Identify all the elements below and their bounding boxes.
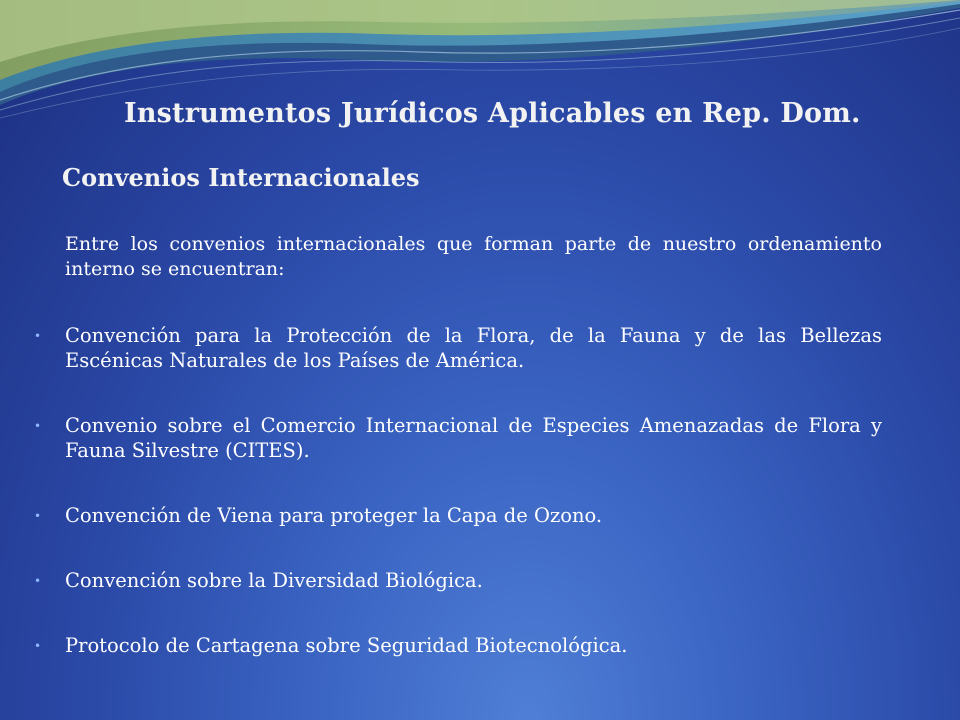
bullet-dot-icon: •	[34, 639, 42, 653]
slide-title: Instrumentos Jurídicos Aplicables en Rep. Dom.	[124, 98, 861, 129]
list-item	[34, 503, 882, 528]
list-item-text: Convenio sobre el Comercio Internacional de Especies Amenazadas de Flora y Fauna Silvestre (CITES).	[65, 414, 882, 462]
list-item	[34, 323, 882, 373]
slide-subtitle: Convenios Internacionales	[62, 163, 420, 192]
intro-paragraph: Entre los convenios internacionales que forman parte de nuestro ordenamiento interno se encuentran:	[65, 233, 882, 280]
bullet-dot-icon: •	[34, 329, 42, 343]
list-item	[34, 413, 882, 463]
list-item-text: Convención sobre la Diversidad Biológica.	[65, 569, 483, 592]
list-item	[34, 633, 882, 658]
list-item-text: Convención de Viena para proteger la Capa de Ozono.	[65, 504, 603, 527]
bullet-dot-icon: •	[34, 509, 42, 523]
list-item	[34, 568, 882, 593]
list-item-text: Protocolo de Cartagena sobre Seguridad Biotecnológica.	[65, 634, 628, 657]
bullet-dot-icon: •	[34, 419, 42, 433]
bullet-dot-icon: •	[34, 574, 42, 588]
list-item-text: Convención para la Protección de la Flora, de la Fauna y de las Bellezas Escénicas Naturales de los Países de América.	[65, 324, 882, 372]
